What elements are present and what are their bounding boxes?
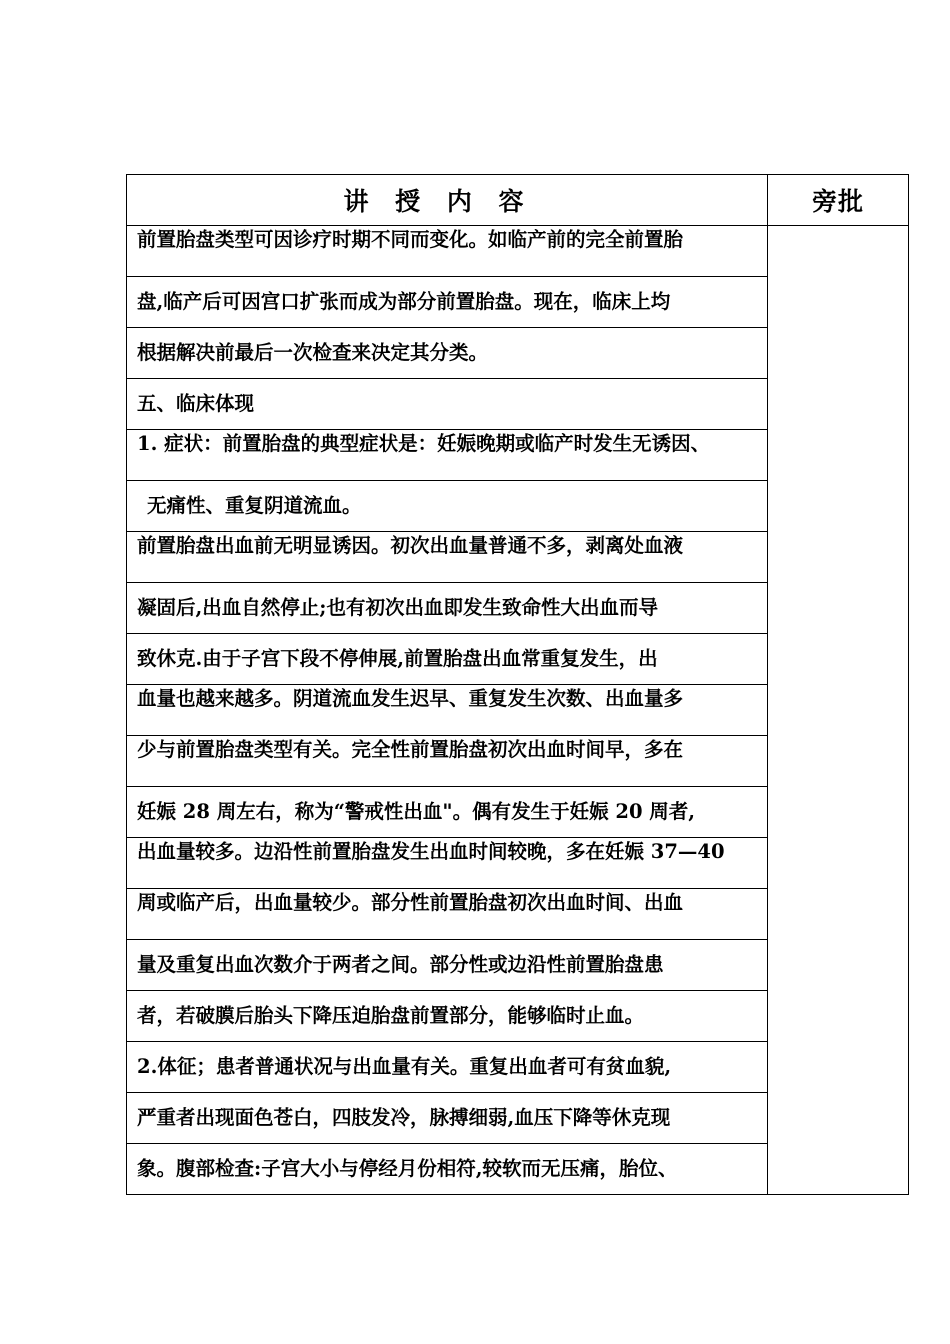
table-header-row [127,175,909,226]
content-line: 妊娠 28 周左右，称为“警戒性出血"。偶有发生于妊娠 20 周者, [127,787,768,838]
notes-column [768,226,909,1195]
lesson-table [126,174,909,1195]
content-line: 血量也越来越多。阴道流血发生迟早、重复发生次数、出血量多 [127,685,768,736]
content-line: 根据解决前最后一次检查来决定其分类。 [127,328,768,379]
content-line: 者，若破膜后胎头下降压迫胎盘前置部分，能够临时止血。 [127,991,768,1042]
content-column-header [127,175,768,226]
content-line: 量及重复出血次数介于两者之间。部分性或边沿性前置胎盘患 [127,940,768,991]
content-line: 1. 症状：前置胎盘的典型症状是：妊娠晚期或临产时发生无诱因、 [127,430,768,481]
content-line: 出血量较多。边沿性前置胎盘发生出血时间较晚，多在妊娠 37—40 [127,838,768,889]
content-line: 前置胎盘出血前无明显诱因。初次出血量普通不多，剥离处血液 [127,532,768,583]
notes-column-header: 旁批 [768,175,909,226]
content-line: 象。腹部检查:子宫大小与停经月份相符,较软而无压痛，胎位、 [127,1144,768,1195]
content-line: 少与前置胎盘类型有关。完全性前置胎盘初次出血时间早，多在 [127,736,768,787]
content-line: 盘,临产后可因宫口扩张而成为部分前置胎盘。现在，临床上均 [127,277,768,328]
content-line: 无痛性、重复阴道流血。 [127,481,768,532]
content-line: 严重者出现面色苍白，四肢发冷，脉搏细弱,血压下降等休克现 [127,1093,768,1144]
content-line: 前置胎盘类型可因诊疗时期不同而变化。如临产前的完全前置胎 [127,226,768,277]
content-header-label: 讲 授 内 容 [343,187,533,216]
content-line: 凝固后,出血自然停止;也有初次出血即发生致命性大出血而导 [127,583,768,634]
table-row [127,226,909,277]
content-line: 致休克.由于子宫下段不停伸展,前置胎盘出血常重复发生，出 [127,634,768,685]
content-line: 周或临产后，出血量较少。部分性前置胎盘初次出血时间、出血 [127,889,768,940]
section-heading: 五、临床体现 [127,379,768,430]
content-line: 2.体征；患者普通状况与出血量有关。重复出血者可有贫血貌, [127,1042,768,1093]
